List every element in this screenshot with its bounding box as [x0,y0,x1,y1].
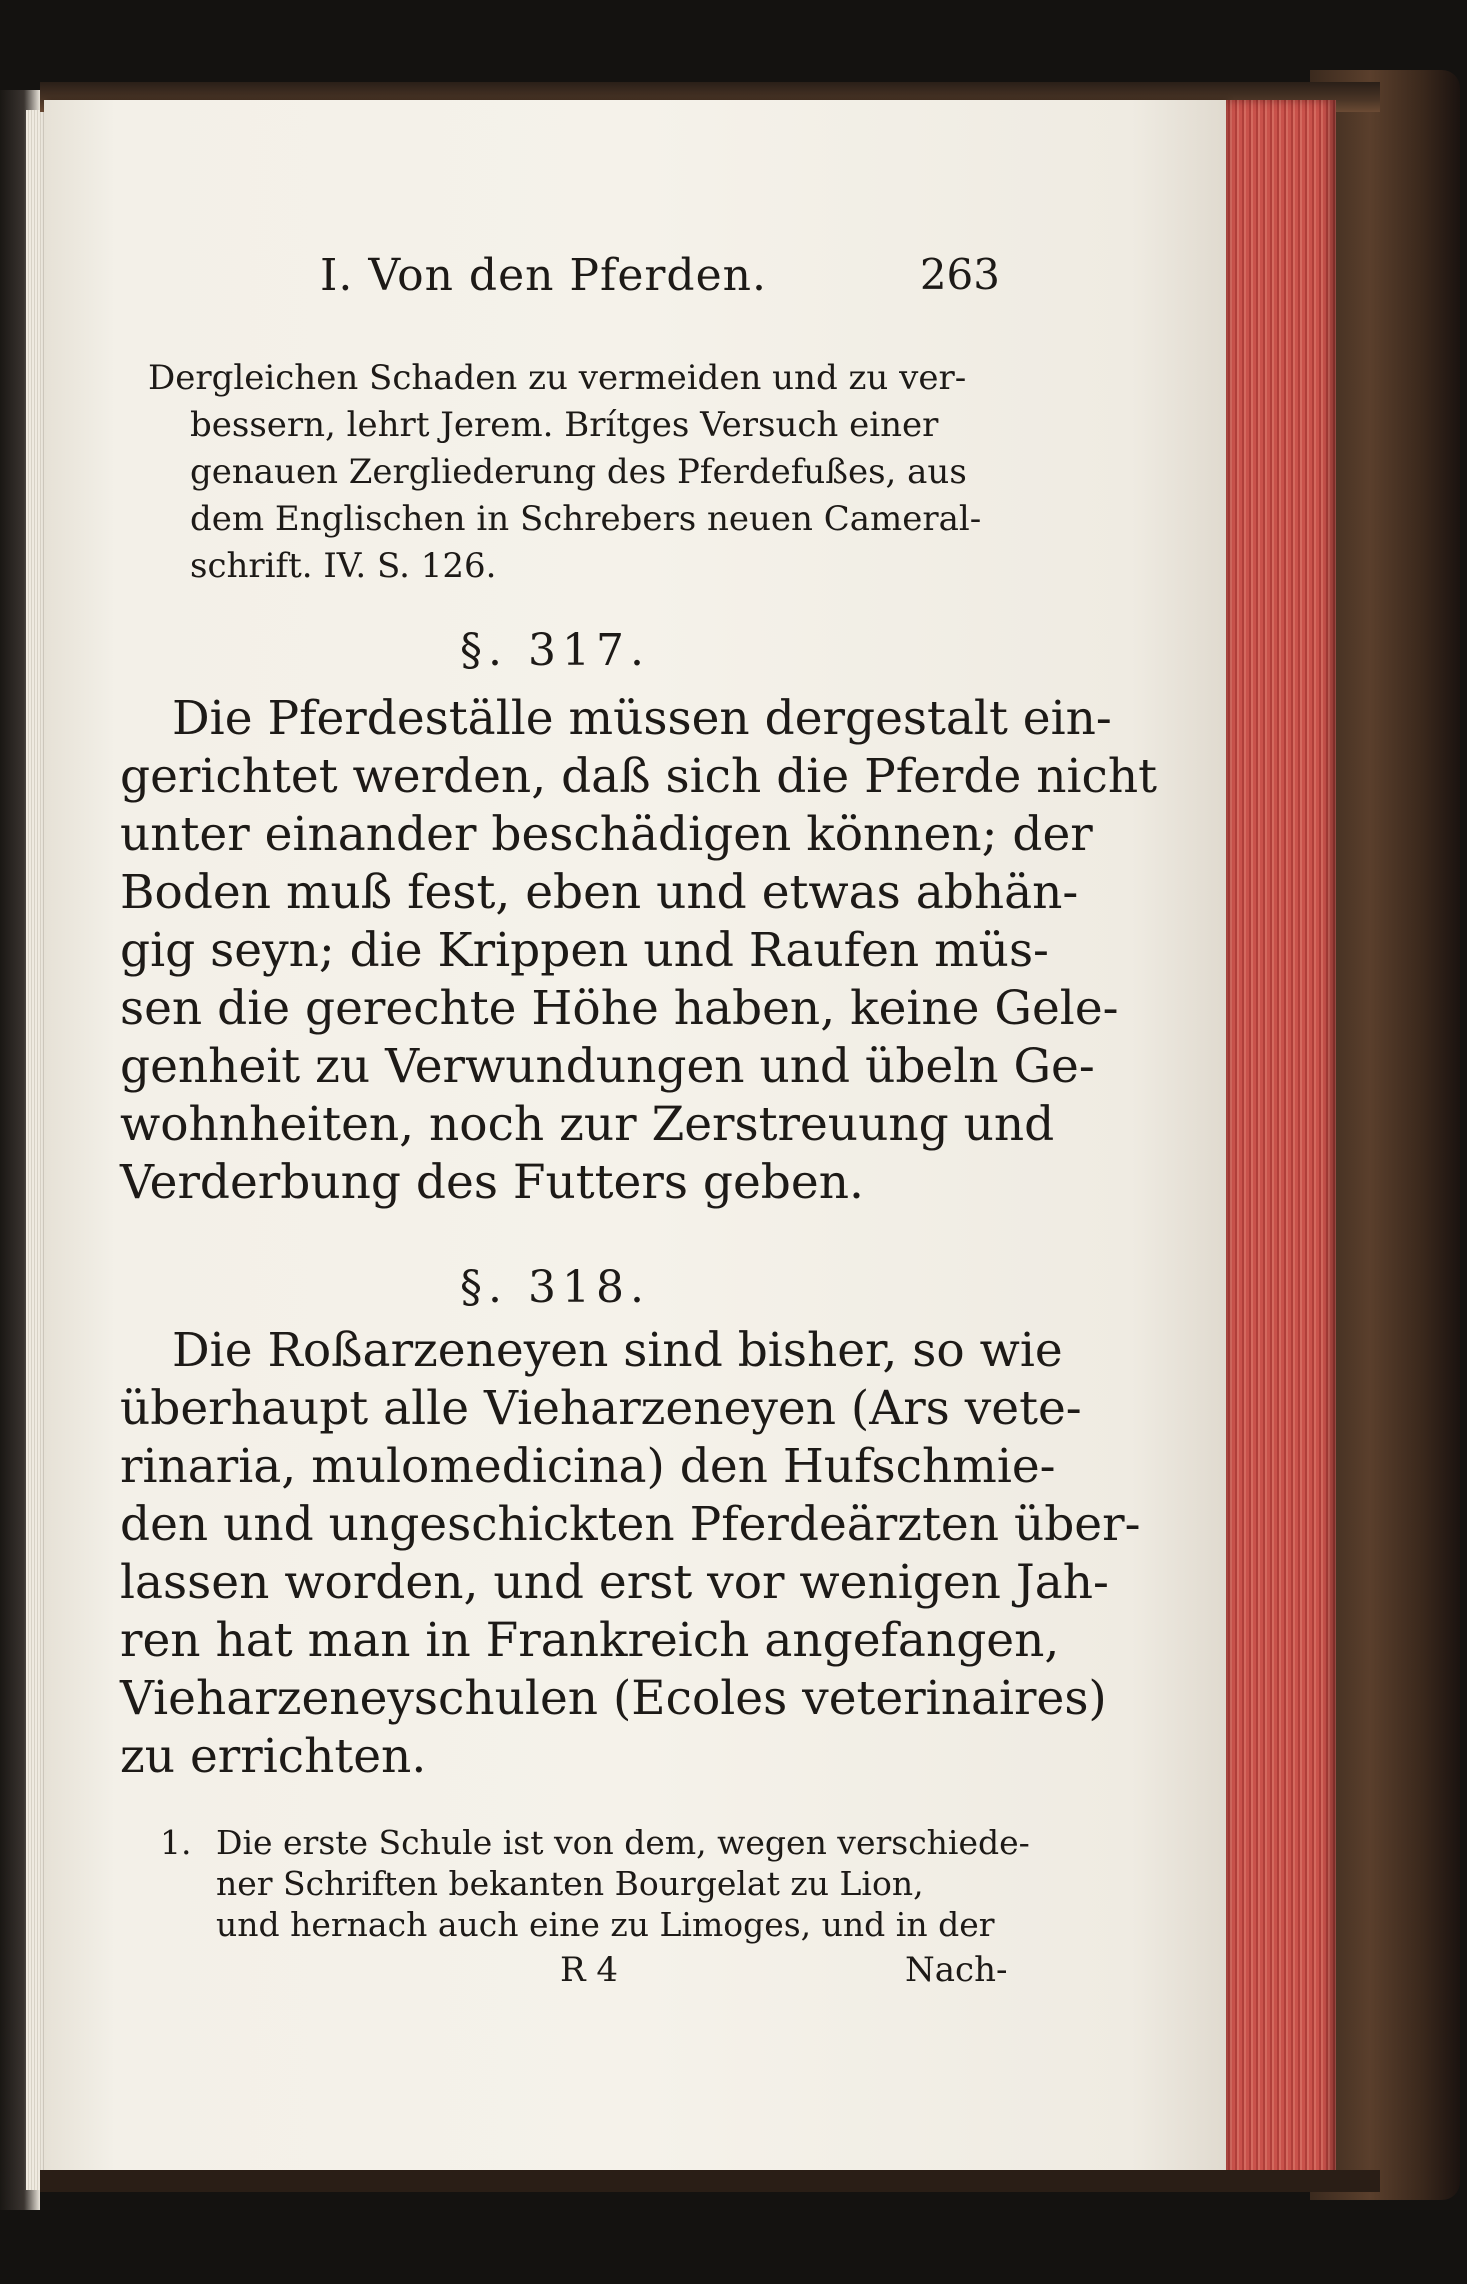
paragraph-line: Vieharzeneyschulen (Ecoles veterinaires) [120,1671,1107,1726]
footnote-line: und hernach auch eine zu Limoges, und in der [216,1905,995,1944]
note-line: bessern, lehrt Jerem. Brítges Versuch einer [190,405,939,445]
paragraph-line: gig seyn; die Krippen und Raufen müs- [120,923,1049,978]
paragraph-line: zu errichten. [120,1729,427,1784]
section-heading-318: §. 318. [460,1262,650,1313]
paragraph-line: sen die gerechte Höhe haben, keine Gele- [120,981,1119,1036]
paragraph-line: genheit zu Verwundungen und übeln Ge- [120,1039,1095,1094]
paragraph-line: ren hat man in Frankreich angefangen, [120,1613,1060,1668]
note-line: Dergleichen Schaden zu vermeiden und zu ver- [148,358,967,398]
paragraph-line: Die Roßarzeneyen sind bisher, so wie [172,1323,1063,1378]
paragraph-line: lassen worden, und erst vor wenigen Jah- [120,1555,1109,1610]
paragraph-line: den und ungeschickten Pferdeärzten über- [120,1497,1141,1552]
book-cover-bottom [40,2170,1380,2192]
note-block [148,355,1008,590]
catchword: Nach- [905,1950,1008,1990]
paragraph-line: wohnheiten, noch zur Zerstreuung und [120,1097,1055,1152]
note-line: dem Englischen in Schrebers neuen Cameral- [190,499,982,539]
paragraph-317 [120,690,1158,1212]
paragraph-line: rinaria, mulomedicina) den Hufschmie- [120,1439,1056,1494]
section-heading-317: §. 317. [460,625,650,676]
signature-mark: R 4 [560,1950,619,1990]
paragraph-318 [120,1322,1141,1786]
page-number: 263 [919,250,1000,299]
paragraph-line: Die Pferdeställe müssen dergestalt ein- [172,691,1112,746]
footnote-line: Die erste Schule ist von dem, wegen verschiede- [216,1823,1030,1862]
footnote [160,1822,1030,1945]
paragraph-line: überhaupt alle Vieharzeneyen (Ars vete- [120,1381,1082,1436]
left-page-edges [26,110,44,2190]
paragraph-line: gerichtet werden, daß sich die Pferde nicht [120,749,1158,804]
page-header [200,250,1000,310]
red-page-edges [1218,100,1336,2185]
paragraph-line: Boden muß fest, eben und etwas abhän- [120,865,1079,920]
paragraph-line: Verderbung des Futters geben. [120,1155,864,1210]
running-head: I. Von den Pferden. [320,250,767,301]
paragraph-line: unter einander beschädigen können; der [120,807,1093,862]
note-line: schrift. IV. S. 126. [190,546,497,586]
footnote-line: ner Schriften bekanten Bourgelat zu Lion, [216,1864,924,1903]
footnote-number: 1. [160,1823,192,1862]
note-line: genauen Zergliederung des Pferdefußes, aus [190,452,967,492]
